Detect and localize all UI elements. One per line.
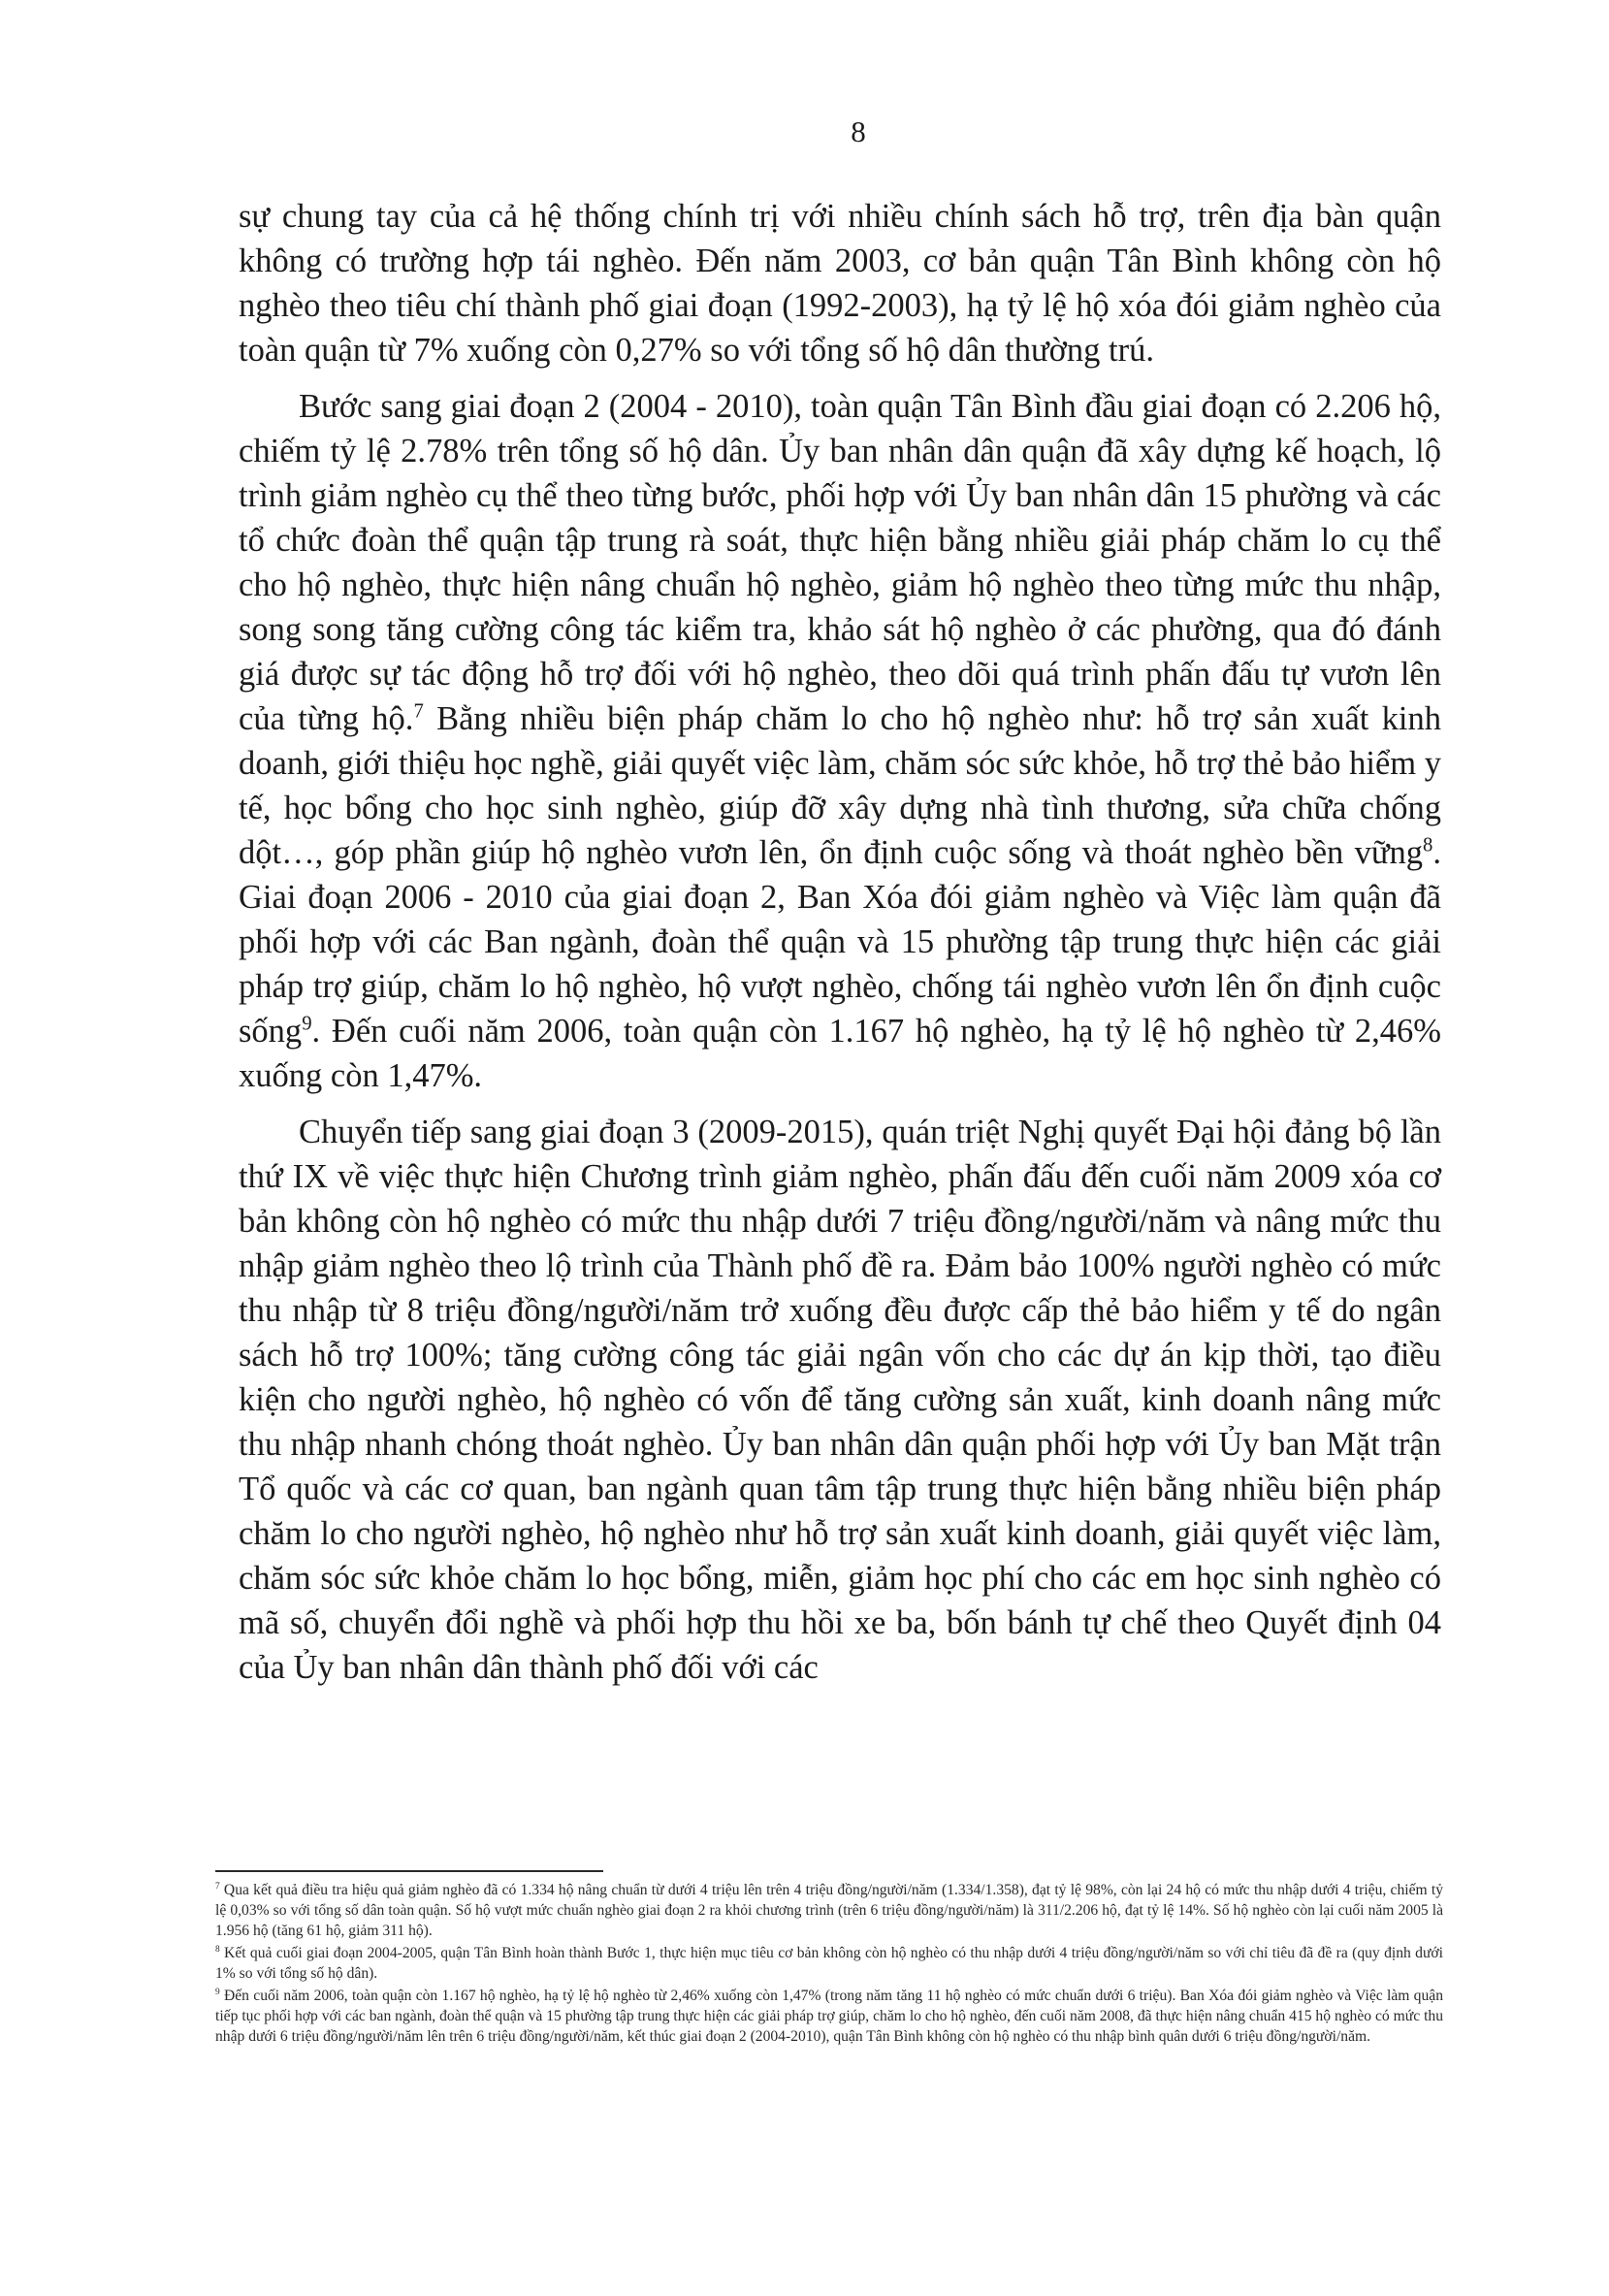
footnotes — [215, 1880, 1443, 2049]
footnote-8-text: Kết quả cuối giai đoạn 2004-2005, quận Tân Bình hoàn thành Bước 1, thực hiện mục tiêu cơ bản không còn hộ nghèo có thu nhập dưới 4 triệu đồng/người/năm so với chỉ tiêu đã đề ra (quy định dưới 1% so với tổng số hộ dân). — [215, 1945, 1443, 1982]
footnote-mark-8: 8 — [215, 1944, 220, 1955]
page-number: 8 — [851, 114, 866, 148]
paragraph-1: sự chung tay của cả hệ thống chính trị với nhiều chính sách hỗ trợ, trên địa bàn quận không có trường hợp tái nghèo. Đến năm 2003, cơ bản quận Tân Bình không còn hộ nghèo theo tiêu chí thành phố giai đoạn (1992-2003), hạ tỷ lệ hộ xóa đói giảm nghèo của toàn quận từ 7% xuống còn 0,27% so với tổng số hộ dân thường trú. — [239, 198, 1441, 369]
footnote-ref-7: 7 — [413, 700, 424, 723]
body-text — [239, 194, 1441, 1701]
footnote-mark-7: 7 — [215, 1881, 220, 1892]
footnote-9 — [215, 1986, 1443, 2047]
paragraph-2-text-1: Bước sang giai đoạn 2 (2004 - 2010), toàn quận Tân Bình đầu giai đoạn có 2.206 hộ, chiếm tỷ lệ 2.78% trên tổng số hộ dân. Ủy ban nhân dân quận đã xây dựng kế hoạch, lộ trình giảm nghèo cụ thể theo từng bước, phối hợp với Ủy ban nhân dân 15 phường và các tổ chức đoàn thể quận tập trung rà soát, thực hiện bằng nhiều giải pháp chăm lo cụ thể cho hộ nghèo, thực hiện nâng chuẩn hộ nghèo, giảm hộ nghèo theo từng mức thu nhập, song song tăng cường công tác kiểm tra, khảo sát hộ nghèo ở các phường, qua đó đánh giá được sự tác động hỗ trợ đối với hộ nghèo, theo dõi quá trình phấn đấu tự vươn lên của từng hộ. — [239, 388, 1441, 737]
footnote-7 — [215, 1880, 1443, 1941]
footnote-7-text: Qua kết quả điều tra hiệu quả giảm nghèo đã có 1.334 hộ nâng chuẩn từ dưới 4 triệu lên trên 4 triệu đồng/người/năm (1.334/1.358), đạt tỷ lệ 98%, còn lại 24 hộ có mức thu nhập dưới 4 triệu, chiếm tỷ lệ 0,03% so với tổng số dân toàn quận. Số hộ vượt mức chuẩn nghèo giai đoạn 2 ra khỏi chương trình (trên 6 triệu đồng/người/năm) là 311/2.206 hộ, đạt tỷ lệ 14%. Số hộ nghèo còn lại cuối năm 2005 là 1.956 hộ (tăng 61 hộ, giảm 311 hộ). — [215, 1882, 1443, 1939]
footnote-ref-9: 9 — [302, 1013, 312, 1035]
footnote-ref-8: 8 — [1423, 834, 1433, 857]
paragraph-2 — [239, 384, 1441, 1098]
footnote-mark-9: 9 — [215, 1987, 220, 1997]
footnote-8 — [215, 1943, 1443, 1984]
paragraph-3: Chuyển tiếp sang giai đoạn 3 (2009-2015), quán triệt Nghị quyết Đại hội đảng bộ lần thứ IX về việc thực hiện Chương trình giảm nghèo, phấn đấu đến cuối năm 2009 xóa cơ bản không còn hộ nghèo có mức thu nhập dưới 7 triệu đồng/người/năm và nâng mức thu nhập giảm nghèo theo lộ trình của Thành phố đề ra. Đảm bảo 100% người nghèo có mức thu nhập từ 8 triệu đồng/người/năm trở xuống đều được cấp thẻ bảo hiểm y tế do ngân sách hỗ trợ 100%; tăng cường công tác giải ngân vốn cho các dự án kịp thời, tạo điều kiện cho người nghèo, hộ nghèo có vốn để tăng cường sản xuất, kinh doanh nâng mức thu nhập nhanh chóng thoát nghèo. Ủy ban nhân dân quận phối hợp với Ủy ban Mặt trận Tổ quốc và các cơ quan, ban ngành quan tâm tập trung thực hiện bằng nhiều biện pháp chăm lo cho người nghèo, hộ nghèo như hỗ trợ sản xuất kinh doanh, giải quyết việc làm, chăm sóc sức khỏe chăm lo học bổng, miễn, giảm học phí cho các em học sinh nghèo có mã số, chuyển đổi nghề và phối hợp thu hồi xe ba, bốn bánh tự chế theo Quyết định 04 của Ủy ban nhân dân thành phố đối với các — [239, 1114, 1441, 1686]
paragraph-2-text-3: . Giai đoạn 2006 - 2010 của giai đoạn 2, Ban Xóa đói giảm nghèo và Việc làm quận đã phối hợp với các Ban ngành, đoàn thể quận và 15 phường tập trung thực hiện các giải pháp trợ giúp, chăm lo hộ nghèo, hộ vượt nghèo, chống tái nghèo vươn lên ổn định cuộc sống — [239, 834, 1441, 1050]
paragraph-2-text-2: Bằng nhiều biện pháp chăm lo cho hộ nghèo như: hỗ trợ sản xuất kinh doanh, giới thiệu học nghề, giải quyết việc làm, chăm sóc sức khỏe, hỗ trợ thẻ bảo hiểm y tế, học bổng cho học sinh nghèo, giúp đỡ xây dựng nhà tình thương, sửa chữa chống dột…, góp phần giúp hộ nghèo vươn lên, ổn định cuộc sống và thoát nghèo bền vững — [239, 700, 1441, 871]
footnote-separator — [215, 1870, 603, 1872]
footnote-9-text: Đến cuối năm 2006, toàn quận còn 1.167 hộ nghèo, hạ tỷ lệ hộ nghèo từ 2,46% xuống còn 1,47% (trong năm tăng 11 hộ nghèo có mức chuẩn dưới 6 triệu). Ban Xóa đói giảm nghèo và Việc làm quận tiếp tục phối hợp với các ban ngành, đoàn thể quận và 15 phường tập trung thực hiện các giải pháp trợ giúp, chăm lo cho hộ nghèo, đến cuối năm 2008, đã thực hiện nâng chuẩn 415 hộ nghèo có mức thu nhập dưới 6 triệu đồng/người/năm lên trên 6 triệu đồng/người/năm, kết thúc giai đoạn 2 (2004-2010), quận Tân Bình không còn hộ nghèo có thu nhập bình quân dưới 6 triệu đồng/người/năm. — [215, 1988, 1443, 2045]
paragraph-2-text-4: . Đến cuối năm 2006, toàn quận còn 1.167 hộ nghèo, hạ tỷ lệ hộ nghèo từ 2,46% xuống còn 1,47%. — [239, 1013, 1441, 1094]
